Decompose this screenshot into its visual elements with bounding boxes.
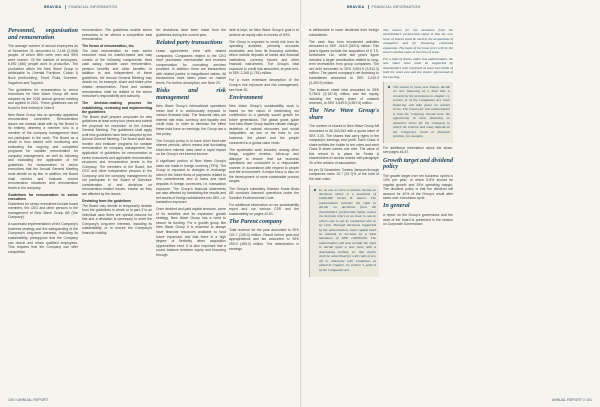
- heading-parent-company: The Parent company: [229, 217, 283, 225]
- paragraph: Lease agreements exist with related companies. Companies related to the CEO have purchased merchandise and received compensation for consulting services provided. In addition, there are transactions with related parties in insignificant values. All transactions have taken place on market terms. For further description, see Note 29.: [156, 49, 226, 86]
- paragraph: The total remuneration for each senior executive must be market-based and may consist of the following components: fixed cash salary, variable cash remuneration, pension benefits and other benefits. In addition to and independent of these guidelines, the Annual General Meeting may decide on, for example, share and share price related remuneration. Fixed and variable remuneration shall be related to the senior executive's responsibility and authority.: [82, 48, 152, 99]
- right-page: [300, 0, 600, 407]
- left-column-1: [8, 28, 78, 257]
- paragraph: The guidelines for remuneration to senior executives for New Wave Group AB were adopted by the 2018 annual general meeting and applied in 2021. These guidelines can be found in their entirety in Note 8.: [8, 87, 78, 110]
- paragraph: Total revenue for the year amounted to SEK 101.7 (139.0) million. Result before year-end appropriations and tax amounted to SEK 253.9 (459.3) million. The deterioration in earnings: [229, 228, 299, 251]
- left-column-4: [229, 28, 299, 254]
- paragraph: For additional information about the share, see pages 46-47.: [383, 145, 453, 155]
- header-separator: [65, 5, 66, 9]
- paragraph: New Wave Group's sustainability work is based on the vision of maximising our contribution to a globally sound growth for future generations. The global goals guide how New Wave Group tackles climate change, depletion of natural resources and social inequalities, as one of the risks to our business, the planet and the people connected to a global value chain.: [229, 104, 299, 145]
- left-column-2: [82, 28, 152, 238]
- section-label: FINANCIAL INFORMATION: [68, 5, 118, 9]
- paragraph: The Board shall prepare proposals for new guidelines at least every four years and submit the proposal for resolution at the Annual General Meeting. The guidelines shall apply until new guidelines have been adopted by the Annual General Meeting. The Board shall also monitor and evaluate programs for variable remuneration for company management, the application of guidelines for remuneration to senior executives and applicable remuneration structures and remuneration levels in the Company. The members of the Board, the CEO and other independent persons in the Company and the company management do not participate in the Board of Directors' consideration of and decisions on remuneration-related issues, insofar as they are affected by the issues.: [82, 114, 152, 196]
- header-separator: [368, 5, 369, 9]
- financing-item: The reason to issue new shares, decide on new financing of a kind that is covered by the provisions in chapter 11, section 11 of the Companies Act. Such financing will take place on market terms. The reason for this authorisation is that the Company should have the opportunity to raise financing on attractive terms for the Company in which the interest and many depend on the Company's result or financial position, for example.: [388, 85, 450, 138]
- heading-forms: The forms of remuneration, etc.: [82, 44, 135, 49]
- paragraph: The reason for the deviation from the shareholders' preferential rights is that the new issue of shares shall be used in the acquisition of companies and for financing continued expansion. The basis of the issue price will be the share's market value at the time of issue.: [383, 28, 453, 55]
- paragraph: The Group's subsidiary Sweden Kosta Boda AB conducts licensed operations under the Swedish Environmental Code.: [229, 186, 299, 200]
- paragraph: is attributable to lower dividends from foreign subsidiaries.: [309, 28, 379, 37]
- heading-deviating: Deviating from the guidelines: [82, 199, 132, 203]
- heading-growth-target: Growth target and dividend policy: [383, 156, 453, 171]
- paragraph: The growth target over ten business cycles is 10% per year, of which 8.8% should be organic growth and 15% operating margin. The dividend policy is that the dividend will account for 40% of the Group's result after taxes over a business cycle.: [383, 173, 453, 201]
- paragraph: New Wave Group has no specially appointed remuneration committee. Remuneration issues are instead dealt with by the Board in its entirety, whereby a member who is a member of the company management does not participate in the work. The Board as a whole is thus tasked with monitoring and evaluating the ongoing and completed programs for variable remuneration for company management, as well as following and evaluating the application of the guidelines for remuneration to senior executives that the Annual General Meeting must decide on by law. In addition, the Board shall monitor and evaluate current remuneration structures and remuneration levels in the company.: [8, 112, 78, 190]
- paragraph: For a total of shares under this authorisation, the new share issue must be supported by shareholders who represent at least two-thirds of both the votes cast and the shares represented at the meeting.: [383, 56, 453, 79]
- paragraph: For additional information on our sustainability report and our various CSR and the sustainability on pages 42-61.: [229, 202, 299, 216]
- brand-label: BRAVIDA: [44, 5, 62, 9]
- brand-label: BRAVIDA: [347, 5, 365, 9]
- paragraph: A successful implementation of the Company's business strategy and the safeguarding of the Company's long-term interests, including its sustainability, presuppose that the Company can recruit and retain qualified employees. This requires that the Company can offer competitive: [8, 222, 79, 254]
- paragraph: The balance sheet total amounted to SEK 9,754.6 (9,167.8) million and the equity, including the equity share of untaxed reserves, to SEK 3,849.5 (3,557.6) million.: [309, 87, 379, 106]
- heading-share: The New Wave Group's share: [309, 107, 379, 121]
- side-note: [383, 28, 453, 79]
- paragraph: The Group's policy is to have short fixed-rate interest periods, which means that fluctuating short-term interest rates have a rapid impact on the Group's net interest income.: [156, 138, 226, 157]
- paragraph: debt is kept, as New Wave Group's goal is to achieve an equity ratio in excess of 40%.: [229, 28, 299, 37]
- right-page-folio: ANNUAL REPORT // 101: [551, 398, 592, 402]
- heading-risks: Risks and risk management: [156, 87, 226, 101]
- heading-decision: The decision-making process for establishing, reviewing and implementing the guidelines: [82, 101, 152, 115]
- heading-related-party: Related party transactions: [156, 38, 223, 46]
- paragraph: The average number of annual employees as of December 31 amounted to 2,145 (2,068) people, of which 88% were men and 95% were women. Of the number of employees, 8,092 (480) people work in production. The production within the New Wave Group is attributable to Oriental Furniture, Cotton & Buck (embroidery), Texet, Rulla, Dzeekee, Sagaform and Toppoint.: [8, 44, 78, 85]
- paragraph: A report on the Group's governance and the work of the board is presented in the section on Corporate Governance.: [383, 213, 453, 227]
- paragraph: Guidelines for senior executives include board members, the CEO and other persons in the management of New Wave Group AB ('the Company').: [8, 201, 78, 220]
- paragraph: The Board may decide to temporarily deviate from the guidelines in whole or in part, if in an individual case there are special reasons for this and a deviation is necessary to meet the Company's long-term interests, including its sustainability, or to ensure the Company's financial viability.: [82, 203, 152, 235]
- heading-environment: Environment: [229, 93, 263, 101]
- paragraph: remuneration. The guidelines enable senior executives to be offered a competitive total remuneration.: [82, 28, 152, 42]
- paragraph: The cash flow from investment activities amounted to SEK -416.9 (269.3) million. This year's figures include the acquisition of K.T.S. Activewear Ltd., while last year's figure includes a larger amortisation related to long-term receivables from group companies. The net debt amounted to SEK 3,964.9 (3,912.3) million. The parent company's net financing to subsidiaries amounted to SEK 3,319.9 (3,492.9) million.: [309, 39, 379, 85]
- section-label: FINANCIAL INFORMATION: [371, 5, 421, 9]
- paragraph: The systematic work includes, among other things, supplier reviews, follow-up and dialogue to ensure that our business operations are conducted in a responsible manner, in accordance with respect to people and the environment. A major focus is also on the development of more sustainable product ranges.: [229, 147, 299, 184]
- financing-box: [383, 82, 453, 143]
- paragraph: As per 31 December, Torsten Jansson through companies owns 10.7 (32.7)% of the total of the total votes.: [309, 167, 379, 181]
- right-running-header: [347, 5, 420, 9]
- heading-guidelines: Guidelines for remuneration to senior executives: [8, 192, 78, 202]
- right-column-2: [383, 28, 453, 229]
- left-running-header: [44, 5, 117, 9]
- paragraph: New Wave Group's international operations mean that it is continuously exposed to various financial risks. The financial risks are interest rate risks, currency and liquidity and credit risks. In order to minimise the effect these risks have on earnings, the Group has a risk policy.: [156, 104, 226, 136]
- paragraph: No deviations have been made from the guidelines during the current year.: [156, 28, 226, 37]
- heading-personnel: Personnel, organisation and remuneration: [8, 27, 78, 41]
- left-column-3: [156, 28, 226, 260]
- left-page-folio: 100 // ANNUAL REPORT: [8, 398, 49, 402]
- paragraph: The Group is exposed to credit risk from its operating activities, primarily accounts receivable, and from its financing activities, which include deposits at banks and financial institutions, currency futures and other financial instruments. The Group's total exposure to credit risk amounted, at year-end, to SEK 2,268 (1,791) million.: [229, 39, 299, 76]
- heading-general: In general: [383, 202, 410, 210]
- right-column-1: [309, 28, 379, 280]
- authorisation-box: [309, 185, 379, 277]
- authorisation-item: In, as one or more occasions, decide on decisions which is a maximum of 6,600,000 Series B shares. The authorisation includes the right to decide on decisions from the shareholders' preferential rights, unless the decision refers to an issue in non-in which case it can be conducted with or by cash. Through decisions supported by the authorisation, share capital shall be allowed to increase by a total maximum of SEK 19,800,000. The authorisation will also include the right to decide upon a new issue with a dominating method, i.e. that shares shall be subscribed for with right of set-off or otherwise with conditions as stated in Chapter 13, section 5, point 6 of the Companies Act.: [314, 188, 376, 273]
- paragraph: Once decided and paid capital amounts, some of its activities and its expansion growth strategy, New Wave Group has a need to secure its funding. For a growth group like New Wave Group it is essential to always have financial resources available to fund future expansion and that there is a high degree of flexibility when acquisition opportunities exist. It is also important that a sound balance between equity and financing through: [156, 207, 226, 257]
- paragraph: The number of shares in New Wave Group AB amounted to 66,343,543 with a quota value of SEK 3.00. The shares that carry rights in the company's earnings and profit. Each Class A share entitles the holder to ten votes and each Class B share carries one vote. The value of this refund is in place for Series A shareholders to access shares with paragraph 30 of the articles of association.: [309, 124, 379, 165]
- paragraph: For a more extensive description of the Group's risk exposure and risk management, see Note 30.: [229, 78, 299, 92]
- paragraph: A significant portion of New Wave Group's sales are made in foreign currency (79%). The Group is exposed to changes in exchange rates in the future flows of payments related to firm commitments and to loans and bank deposits in foreign currencies, i.e. transaction exposure. The Group's financial statements are also affected by translating the results and net assets of foreign subsidiaries into SEK, i.e. translation exposure.: [156, 159, 226, 205]
